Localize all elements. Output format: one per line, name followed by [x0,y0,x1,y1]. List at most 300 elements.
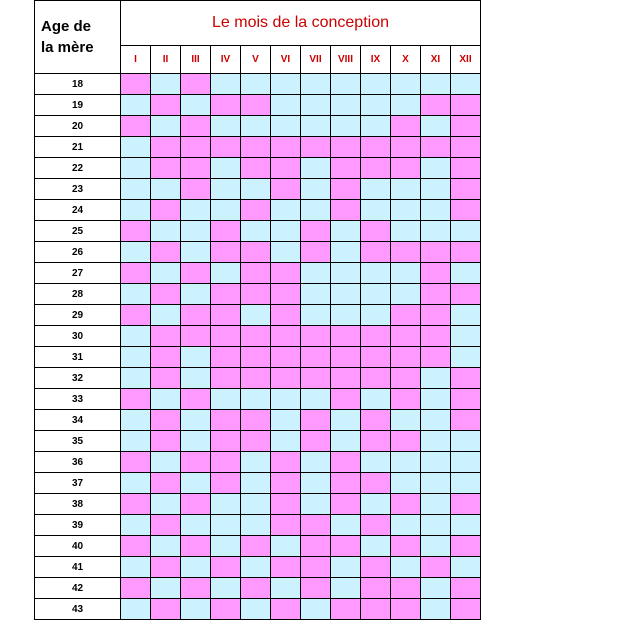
month-cell [451,116,481,137]
month-cell [151,494,181,515]
table-row [35,200,481,221]
month-cell [391,578,421,599]
month-cell [271,431,301,452]
month-cell [181,200,211,221]
month-cell [301,74,331,95]
month-cell [271,347,301,368]
month-cell [211,221,241,242]
month-cell [241,515,271,536]
month-cell [211,452,241,473]
month-cell [331,368,361,389]
month-cell [331,410,361,431]
table-row [35,95,481,116]
month-cell [271,284,301,305]
month-cell [151,137,181,158]
age-cell: 28 [35,284,121,305]
month-cell [421,578,451,599]
month-cell [361,347,391,368]
month-cell [391,200,421,221]
table-row [35,116,481,137]
month-cell [331,473,361,494]
age-cell: 43 [35,599,121,620]
month-cell [451,137,481,158]
month-cell [271,599,301,620]
month-header: X [391,46,421,74]
month-cell [151,95,181,116]
month-cell [451,200,481,221]
month-cell [391,179,421,200]
month-cell [301,410,331,431]
month-cell [271,221,301,242]
month-cell [391,74,421,95]
month-cell [121,74,151,95]
month-cell [151,284,181,305]
month-cell [121,578,151,599]
month-cell [451,431,481,452]
month-header: VI [271,46,301,74]
month-cell [181,368,211,389]
month-cell [391,116,421,137]
month-cell [241,326,271,347]
month-cell [421,599,451,620]
month-cell [151,473,181,494]
month-cell [211,263,241,284]
month-cell [181,74,211,95]
month-cell [151,389,181,410]
age-cell: 25 [35,221,121,242]
month-cell [331,95,361,116]
month-cell [421,557,451,578]
month-cell [271,410,301,431]
month-cell [181,431,211,452]
month-cell [361,473,391,494]
month-cell [331,452,361,473]
month-cell [121,95,151,116]
month-cell [391,347,421,368]
month-cell [421,179,451,200]
month-cell [451,347,481,368]
month-cell [361,599,391,620]
month-cell [421,347,451,368]
month-cell [121,494,151,515]
month-cell [331,494,361,515]
month-cell [121,305,151,326]
month-cell [151,200,181,221]
age-cell: 33 [35,389,121,410]
month-cell [181,410,211,431]
month-cell [361,494,391,515]
month-cell [361,452,391,473]
month-cell [151,158,181,179]
month-cell [301,242,331,263]
table-row [35,179,481,200]
age-cell: 38 [35,494,121,515]
month-cell [271,74,301,95]
month-cell [121,389,151,410]
month-cell [151,263,181,284]
month-cell [301,263,331,284]
month-cell [271,368,301,389]
month-cell [301,95,331,116]
month-cell [331,200,361,221]
month-cell [241,410,271,431]
age-label-line2: la mère [41,39,94,56]
month-cell [361,515,391,536]
month-cell [421,410,451,431]
month-cell [361,368,391,389]
month-cell [121,137,151,158]
month-cell [331,137,361,158]
month-cell [241,221,271,242]
month-cell [181,389,211,410]
month-cell [451,368,481,389]
month-cell [301,473,331,494]
month-cell [301,494,331,515]
month-cell [451,74,481,95]
age-cell: 31 [35,347,121,368]
month-cell [301,326,331,347]
month-cell [301,536,331,557]
month-cell [241,347,271,368]
month-cell [421,137,451,158]
month-cell [391,242,421,263]
month-cell [301,599,331,620]
age-label-line1: Age de [41,18,92,35]
month-cell [181,305,211,326]
month-cell [331,305,361,326]
month-cell [211,536,241,557]
month-cell [241,389,271,410]
month-cell [121,410,151,431]
month-cell [181,452,211,473]
month-cell [421,242,451,263]
age-cell: 34 [35,410,121,431]
header-row [35,1,481,46]
month-cell [391,305,421,326]
month-cell [271,557,301,578]
age-cell: 32 [35,368,121,389]
month-cell [421,431,451,452]
month-cell [181,326,211,347]
table-row [35,368,481,389]
month-cell [421,326,451,347]
month-cell [211,368,241,389]
month-cell [361,326,391,347]
month-cell [421,515,451,536]
month-cell [271,158,301,179]
month-cell [121,431,151,452]
age-column-header [35,1,121,74]
month-header: V [241,46,271,74]
month-header: I [121,46,151,74]
month-cell [151,326,181,347]
month-cell [211,179,241,200]
month-cell [361,263,391,284]
month-cell [391,557,421,578]
month-cell [121,536,151,557]
month-cell [421,305,451,326]
month-cell [451,536,481,557]
month-header: II [151,46,181,74]
month-cell [121,473,151,494]
month-cell [121,116,151,137]
month-cell [361,410,391,431]
month-cell [211,95,241,116]
month-cell [241,368,271,389]
table-row [35,452,481,473]
month-cell [151,179,181,200]
month-cell [121,158,151,179]
month-cell [451,578,481,599]
month-cell [301,347,331,368]
month-cell [451,158,481,179]
month-cell [151,515,181,536]
month-cell [421,494,451,515]
age-cell: 24 [35,200,121,221]
month-cell [151,452,181,473]
month-cell [331,179,361,200]
month-cell [391,368,421,389]
month-cell [451,242,481,263]
month-cell [211,242,241,263]
month-cell [121,452,151,473]
month-cell [151,242,181,263]
month-cell [181,599,211,620]
table-row [35,305,481,326]
month-cell [211,284,241,305]
table-row [35,515,481,536]
month-cell [271,473,301,494]
month-cell [241,473,271,494]
month-cell [451,179,481,200]
month-cell [271,389,301,410]
month-cell [211,494,241,515]
month-cell [241,200,271,221]
month-cell [151,536,181,557]
month-cell [181,536,211,557]
month-cell [241,536,271,557]
age-cell: 20 [35,116,121,137]
month-cell [121,347,151,368]
age-cell: 30 [35,326,121,347]
month-cell [391,431,421,452]
month-cell [151,74,181,95]
month-cell [181,347,211,368]
month-cell [361,137,391,158]
table-row [35,389,481,410]
month-cell [241,158,271,179]
table-row [35,284,481,305]
month-cell [331,557,361,578]
month-cell [301,137,331,158]
month-cell [301,368,331,389]
month-cell [301,158,331,179]
month-cell [301,179,331,200]
month-cell [331,536,361,557]
age-cell: 37 [35,473,121,494]
month-cell [451,389,481,410]
month-cell [241,74,271,95]
month-cell [121,221,151,242]
month-cell [331,116,361,137]
month-cell [331,326,361,347]
month-cell [181,221,211,242]
month-cell [361,284,391,305]
month-cell [301,452,331,473]
age-cell: 27 [35,263,121,284]
table-row [35,137,481,158]
month-cell [181,242,211,263]
month-cell [451,410,481,431]
month-cell [391,326,421,347]
month-cell [421,452,451,473]
month-header: VII [301,46,331,74]
month-cell [241,242,271,263]
month-cell [421,389,451,410]
month-cell [271,263,301,284]
month-cell [361,431,391,452]
table-row [35,557,481,578]
month-cell [361,74,391,95]
month-cell [361,578,391,599]
month-cell [391,599,421,620]
month-cell [331,74,361,95]
month-cell [421,95,451,116]
month-cell [121,557,151,578]
month-header: III [181,46,211,74]
month-cell [211,158,241,179]
month-cell [451,557,481,578]
month-cell [361,242,391,263]
month-cell [421,536,451,557]
age-cell: 39 [35,515,121,536]
month-cell [421,116,451,137]
month-cell [151,116,181,137]
month-cell [391,389,421,410]
table-row [35,158,481,179]
month-cell [331,599,361,620]
month-cell [181,515,211,536]
month-cell [391,473,421,494]
month-cell [361,158,391,179]
month-cell [361,95,391,116]
age-cell: 26 [35,242,121,263]
month-cell [451,95,481,116]
age-cell: 41 [35,557,121,578]
month-cell [421,368,451,389]
month-cell [121,326,151,347]
month-cell [301,557,331,578]
month-cell [451,284,481,305]
month-cell [211,557,241,578]
month-cell [271,179,301,200]
age-cell: 29 [35,305,121,326]
conception-calendar [34,0,481,620]
month-cell [271,536,301,557]
age-cell: 42 [35,578,121,599]
month-cell [211,389,241,410]
month-cell [151,368,181,389]
month-cell [451,221,481,242]
table-row [35,494,481,515]
month-cell [391,515,421,536]
month-cell [241,431,271,452]
month-cell [331,431,361,452]
month-cell [361,536,391,557]
month-cell [241,452,271,473]
month-cell [211,74,241,95]
month-cell [241,263,271,284]
month-cell [301,389,331,410]
month-cell [181,263,211,284]
month-cell [211,116,241,137]
month-cell [241,494,271,515]
month-cell [181,116,211,137]
month-cell [181,473,211,494]
month-cell [271,305,301,326]
month-cell [271,242,301,263]
month-cell [451,515,481,536]
month-cell [271,137,301,158]
month-cell [211,326,241,347]
month-cell [331,158,361,179]
month-cell [361,305,391,326]
age-cell: 40 [35,536,121,557]
month-cell [151,410,181,431]
month-cell [211,599,241,620]
age-cell: 36 [35,452,121,473]
month-cell [241,578,271,599]
month-cell [181,494,211,515]
month-cell [151,221,181,242]
month-cell [361,389,391,410]
table-row [35,74,481,95]
table-row [35,536,481,557]
month-cell [391,452,421,473]
month-header: IV [211,46,241,74]
table-row [35,431,481,452]
month-cell [211,473,241,494]
month-cell [421,284,451,305]
table-row [35,263,481,284]
month-cell [271,515,301,536]
month-cell [451,452,481,473]
month-cell [391,221,421,242]
month-cell [241,179,271,200]
month-cell [211,515,241,536]
month-cell [181,137,211,158]
table-row [35,326,481,347]
month-cell [211,305,241,326]
month-cell [271,578,301,599]
month-cell [451,599,481,620]
month-cell [181,284,211,305]
table-row [35,410,481,431]
month-cell [121,242,151,263]
age-cell: 23 [35,179,121,200]
month-cell [211,578,241,599]
month-cell [271,116,301,137]
month-cell [301,578,331,599]
month-cell [421,263,451,284]
month-cell [121,599,151,620]
month-cell [121,284,151,305]
month-cell [121,179,151,200]
month-cell [421,200,451,221]
month-cell [361,221,391,242]
month-cell [181,578,211,599]
month-cell [181,179,211,200]
